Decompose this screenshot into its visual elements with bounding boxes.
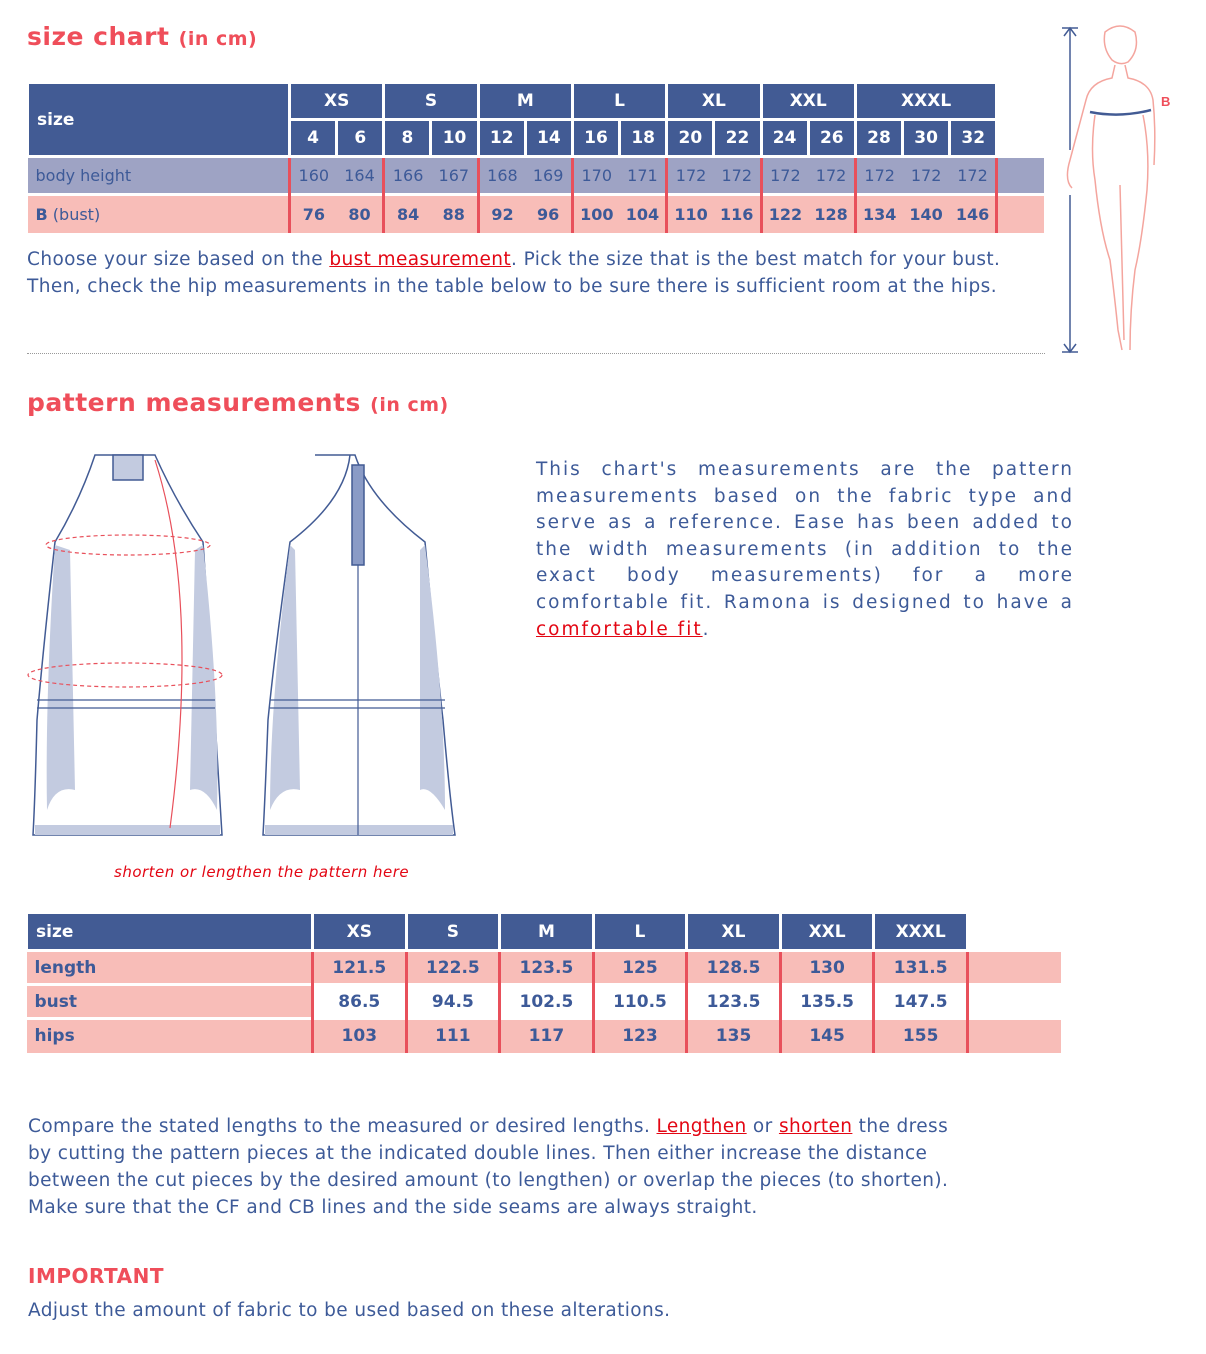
table-row [27,1019,1062,1053]
size-number-header: 6 [337,120,384,157]
pattern-measurements-title: pattern measurements (in cm) [27,388,449,417]
size-number-header: 10 [431,120,478,157]
bust-measurement-link[interactable]: bust measurement [329,249,512,270]
table-cell: 168 [478,157,525,195]
size-number-header: 28 [855,120,902,157]
size-group-header: S [384,83,478,120]
shorten-link[interactable]: shorten [778,1116,853,1137]
table-cell: 111 [406,1019,500,1053]
table-cell: 160 [290,157,337,195]
table-cell: 116 [714,195,761,233]
table-cell: 121.5 [313,951,407,985]
comfortable-fit-link[interactable]: comfortable fit [536,618,703,640]
size-number-header: 12 [478,120,525,157]
table-cell: 122.5 [406,951,500,985]
table-cell: 169 [525,157,572,195]
shorten-lengthen-legend: shorten or lengthen the pattern here [114,863,410,881]
dress-front-back-illustration [25,450,465,845]
row-label: B (bust) [28,195,290,233]
size-number-header: 18 [620,120,667,157]
table-cell: 166 [384,157,431,195]
table-cell: 135.5 [780,985,874,1019]
table-cell: 104 [620,195,667,233]
table-cell: 130 [780,951,874,985]
table-cell: 103 [313,1019,407,1053]
table-cell: 172 [667,157,714,195]
size-group-header: XXL [761,83,855,120]
table-cell: 96 [525,195,572,233]
row-label: bust [27,985,313,1019]
size-number-header: 26 [808,120,855,157]
table-cell: 76 [290,195,337,233]
size-advice-text: Choose your size based on the bust measurement. Pick the size that is the best match for your bust. Then, check the hip measurements in the table below to be sure there is sufficient room at the hips. [27,249,1001,297]
important-text: Adjust the amount of fabric to be used based on these alterations. [28,1300,671,1321]
pattern-description: This chart's measurements are the pattern measurements based on the fabric type and serve as a reference. Ease has been added to the width measurements (in addition to the exact body measurements) for a more comfortable fit. Ramona is designed to have a comfortable fit. [536,459,1074,640]
table-cell: 128.5 [687,951,781,985]
size-chart-table [26,81,1044,233]
size-group-header: M [478,83,572,120]
table-cell: 145 [780,1019,874,1053]
row-label: length [27,951,313,985]
table-cell: 146 [950,195,997,233]
size-number-header: 30 [903,120,950,157]
table-cell: 102.5 [500,985,594,1019]
size-group-header: XL [667,83,761,120]
important-heading: IMPORTANT [28,1264,164,1288]
size-group-header: L [572,83,666,120]
size-number-header: 16 [572,120,619,157]
row-label: hips [27,1019,313,1053]
size-number-header: 4 [290,120,337,157]
size-number-header: 32 [950,120,997,157]
table-cell: 125 [593,951,687,985]
size-header: size [27,913,313,951]
pattern-measurements-table [25,911,1061,1053]
size-chart-title: size chart (in cm) [27,22,258,51]
size-header: XS [313,913,407,951]
size-header: S [406,913,500,951]
table-cell: 94.5 [406,985,500,1019]
size-number-header: 24 [761,120,808,157]
table-row [28,157,1045,195]
alteration-text: Compare the stated lengths to the measured or desired lengths. Lengthen or shorten the dress by cutting the pattern pieces at the indicated double lines. Then either increase the distance between the cut pieces by the desired amount (to lengthen) or overlap the pieces (to shorten). Make sure that the CF and CB lines and the side seams are always straight. [28,1116,949,1218]
table-cell: 110 [667,195,714,233]
table-cell: 123.5 [687,985,781,1019]
table-row [27,951,1062,985]
table-cell: 134 [855,195,902,233]
table-cell: 86.5 [313,985,407,1019]
size-header: XXXL [874,913,968,951]
body-figure-illustration [1050,20,1190,360]
table-cell: 172 [808,157,855,195]
size-number-header: 14 [525,120,572,157]
svg-text:B: B [1161,94,1171,109]
table-cell: 172 [714,157,761,195]
table-cell: 131.5 [874,951,968,985]
table-cell: 167 [431,157,478,195]
table-row [28,195,1045,233]
row-label: body height [28,157,290,195]
table-cell: 117 [500,1019,594,1053]
lengthen-link[interactable]: Lengthen [656,1116,747,1137]
table-cell: 135 [687,1019,781,1053]
size-header: XXL [780,913,874,951]
table-cell: 122 [761,195,808,233]
table-cell: 100 [572,195,619,233]
size-group-header: XS [290,83,384,120]
table-cell: 147.5 [874,985,968,1019]
size-number-header: 20 [667,120,714,157]
size-number-header: 22 [714,120,761,157]
table-cell: 155 [874,1019,968,1053]
table-cell: 170 [572,157,619,195]
table-cell: 80 [337,195,384,233]
table-cell: 172 [761,157,808,195]
size-number-header: 8 [384,120,431,157]
table-cell: 172 [950,157,997,195]
size-group-header: XXXL [855,83,996,120]
table-cell: 164 [337,157,384,195]
divider [27,353,1045,354]
table-cell: 128 [808,195,855,233]
table-cell: 171 [620,157,667,195]
table-cell: 123.5 [500,951,594,985]
size-header: M [500,913,594,951]
size-header: XL [687,913,781,951]
table-cell: 172 [855,157,902,195]
table-cell: 84 [384,195,431,233]
table-cell: 172 [903,157,950,195]
size-header: L [593,913,687,951]
table-cell: 88 [431,195,478,233]
table-cell: 110.5 [593,985,687,1019]
table-row [27,985,1062,1019]
table-cell: 123 [593,1019,687,1053]
table-cell: 140 [903,195,950,233]
size-header: size [28,83,290,157]
table-cell: 92 [478,195,525,233]
